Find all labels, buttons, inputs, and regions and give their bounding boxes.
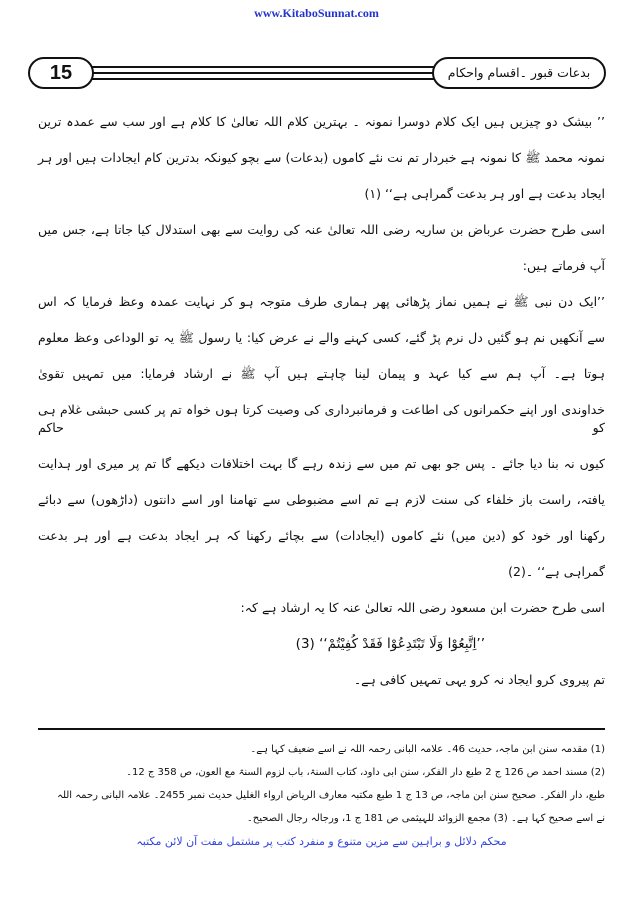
header-rule <box>92 72 434 74</box>
page-number: 15 <box>28 57 94 89</box>
text-line: ایجاد بدعت ہے اور ہر بدعت گمراہی ہے‘‘ (۱) <box>364 186 605 201</box>
site-url[interactable]: www.KitaboSunnat.com <box>254 6 379 20</box>
text-line: خداوندی اور اپنے حکمرانوں کی اطاعت و فرمانبرداری کی وصیت کرتا ہوں خواہ تم پر کسی حبشی غلام ہی کو حاکم <box>38 402 605 435</box>
text-line: ہوتا ہے۔ آپ ہم سے کیا عہد و پیمان لینا چاہتے ہیں آپ ﷺ نے ارشاد فرمایا: میں تمہیں تقویٰ <box>38 366 605 381</box>
text-line: تم پیروی کرو ایجاد نہ کرو یہی تمہیں کافی ہے۔ <box>353 672 605 687</box>
page-header <box>28 57 606 89</box>
page-content <box>38 104 605 849</box>
footnote: (2) مسند احمد ص 126 ج 2 طبع دار الفکر، سنن ابی داود، کتاب السنۃ، باب لزوم السنۃ مع العون، ص 358 ج 12۔ <box>126 767 605 778</box>
header-rule <box>92 78 434 80</box>
text-line: گمراہی ہے‘‘ ۔(2) <box>508 564 605 579</box>
text-line: آپ فرماتے ہیں: <box>522 258 605 273</box>
text-line: اسی طرح حضرت ابن مسعود رضی اللہ تعالیٰ عنہ کا یہ ارشاد ہے کہ: <box>240 600 605 615</box>
text-line: اسی طرح حضرت عرباض بن ساریہ رضی اللہ تعالیٰ عنہ کی روایت سے بھی استدلال کیا جاتا ہے، جس میں <box>38 222 605 237</box>
arabic-quote: ’’اِتَّبِعُوْا وَلَا تَبْتَدِعُوْا فَقَدْ كُفِيْتُمْ‘‘ (3) <box>295 636 485 652</box>
running-title: بدعات قبور ۔اقسام واحکام <box>432 57 606 89</box>
promo-tagline: محکم دلائل و براہین سے مزین متنوع و منفرد کتب پر مشتمل مفت آن لائن مکتبہ <box>136 835 507 848</box>
footnote: نے اسے صحیح کہا ہے۔ (3) مجمع الزوائد للہیثمی ص 181 ج 1، ورجالہ رجال الصحیح۔ <box>246 813 605 824</box>
main-text <box>38 104 605 698</box>
text-line: ’’ایک دن نبی ﷺ نے ہمیں نماز پڑھائی پھر ہماری طرف متوجہ ہو کر نہایت عمدہ وعظ فرمایا کہ اس <box>38 294 605 309</box>
footnote: (1) مقدمہ سنن ابن ماجہ، حدیث 46۔ علامہ البانی رحمہ اللہ نے اسے ضعیف کہا ہے۔ <box>250 744 605 755</box>
footnote-divider <box>38 728 605 730</box>
footnote: طبع، دار الفکر۔ صحیح سنن ابن ماجہ، ص 13 ج 1 طبع مکتبہ معارف الریاض ارواء الغلیل حدیث نمبر 2455۔ علامہ البانی رحمہ اللہ <box>57 790 605 801</box>
text-line: یافتہ، راست باز خلفاء کی سنت لازم ہے تم اسے مضبوطی سے تھامنا اور اسے دانتوں (داڑھوں) سے دبائے <box>38 492 605 507</box>
text-line: رکھنا اور خود کو (دین میں) نئے کاموں (ایجادات) سے بچائے رکھنا کہ ہر ایجاد بدعت ہے اور ہر بدعت <box>38 528 605 543</box>
text-line: سے آنکھیں نم ہو گئیں دل نرم پڑ گئے، کسی کہنے والے نے عرض کیا: یا رسول ﷺ یہ تو الوداعی وعظ معلوم <box>38 330 605 345</box>
header-rule <box>92 66 434 68</box>
text-line: ’’ بیشک دو چیزیں ہیں ایک کلام دوسرا نمونہ ۔ بہترین کلام اللہ تعالیٰ کا کلام ہے اور سب سے عمدہ ترین <box>38 114 605 129</box>
text-line: نمونہ محمد ﷺ کا نمونہ ہے خبردار تم نت نئے کاموں (بدعات) سے بچو کیونکہ بدترین کام ایجادات ہیں اور ہر <box>38 150 605 165</box>
text-line: کیوں نہ بنا دیا جائے ۔ پس جو بھی تم میں سے زندہ رہے گا بہت اختلافات دیکھے گا تم پر میری اور ہدایت <box>38 456 605 471</box>
